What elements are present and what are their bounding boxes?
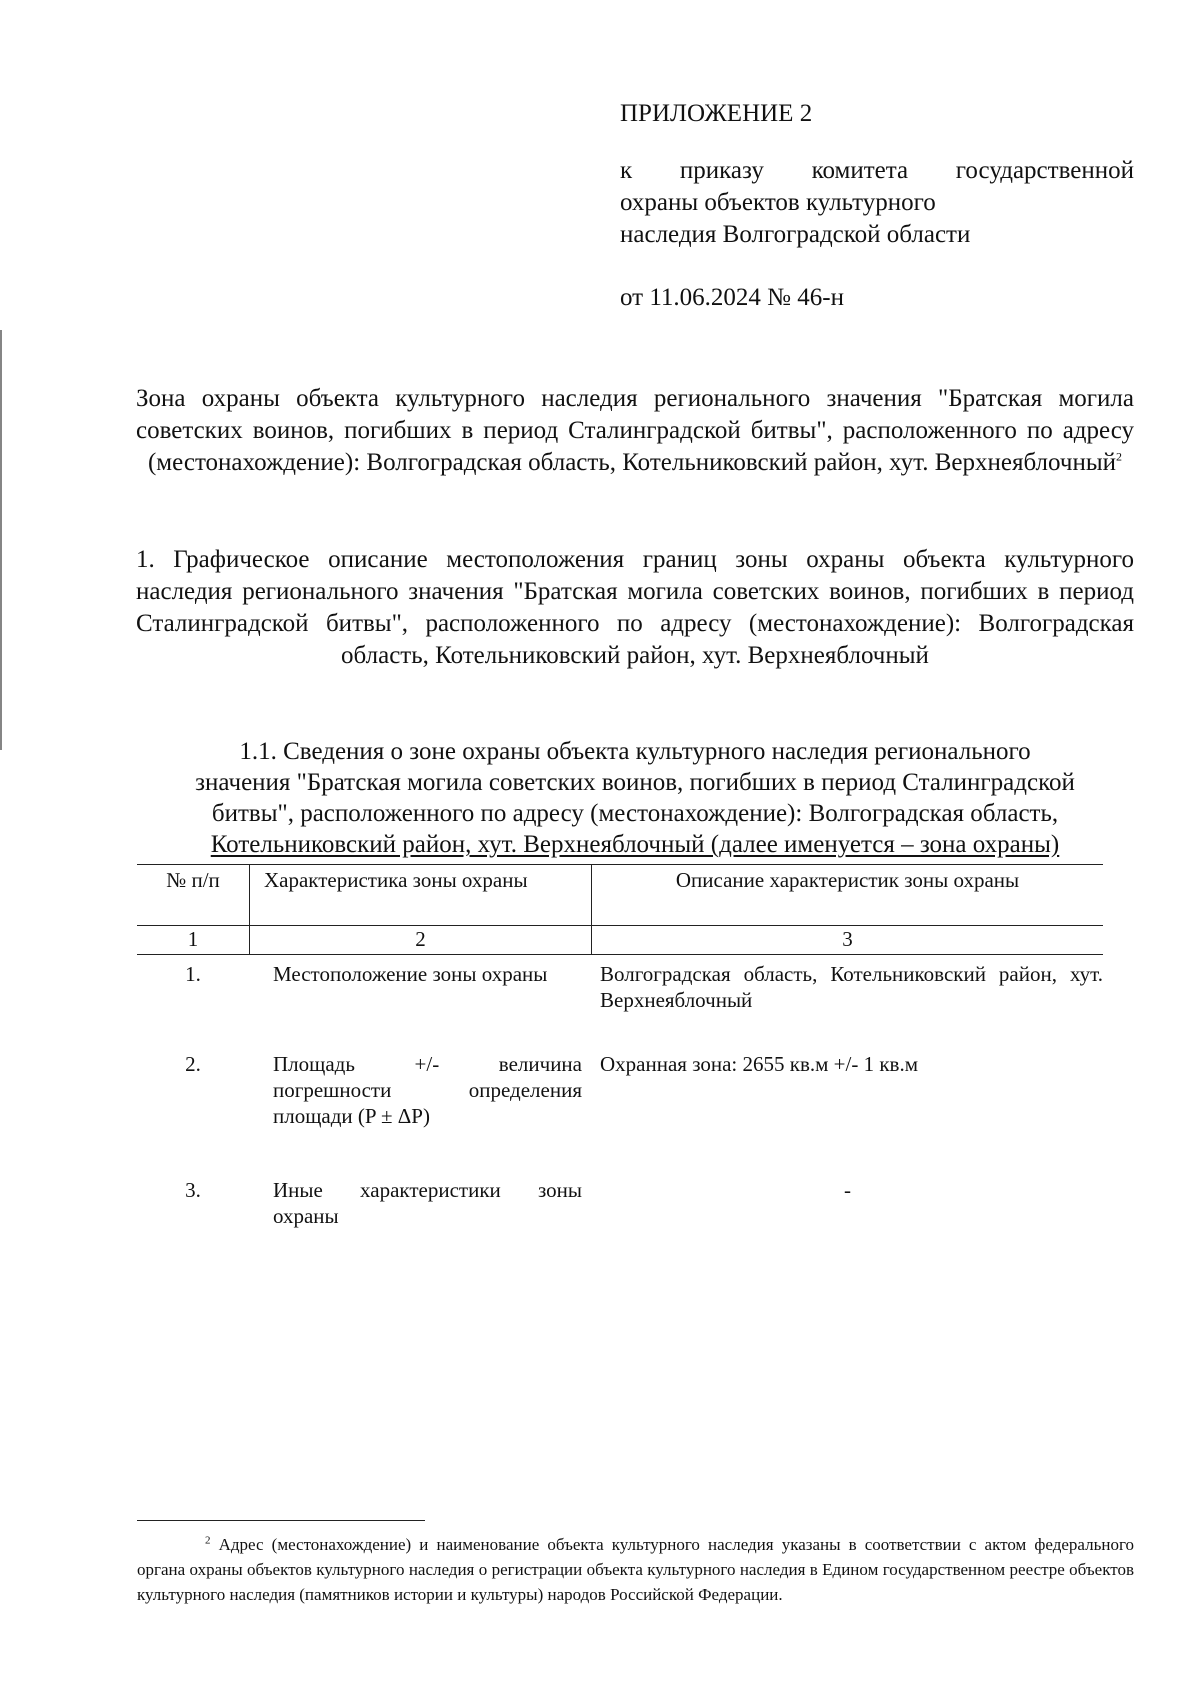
- header-number: № п/п: [166, 868, 220, 892]
- column-number: 2: [249, 926, 592, 954]
- appendix-word: комитета: [811, 157, 909, 184]
- appendix-date: от 11.06.2024 № 46-н: [620, 284, 844, 311]
- header-description: Описание характеристик зоны охраны: [675, 868, 1020, 892]
- row-characteristic: Иные характеристики зоны охраны: [273, 1178, 582, 1228]
- footnote-mark: 2: [205, 1534, 211, 1547]
- column-number: 3: [842, 927, 853, 951]
- scan-edge-mark: [0, 330, 2, 750]
- row-description: Охранная зона: 2655 кв.м +/- 1 кв.м: [600, 1052, 918, 1076]
- footnote-ref: 2: [1116, 449, 1123, 464]
- table-header-row: [137, 864, 1103, 926]
- appendix-line-1: [620, 155, 1134, 187]
- appendix-title: ПРИЛОЖЕНИЕ 2: [620, 100, 813, 127]
- appendix-line-3: наследия Волгоградской области: [620, 221, 971, 248]
- table-row: [137, 961, 1103, 1045]
- footnote-text: Адрес (местонахождение) и наименование объекта культурного наследия указаны в соответствии с актом федерального органа охраны объектов культурного наследия о регистрации объекта культурного наследия в Едином государственном реестре объектов культурного наследия (памятников истории и культуры) народов Российской Федерации.: [137, 1535, 1134, 1604]
- subsection-line: Котельниковский район, хут. Верхнеяблочный (далее именуется – зона охраны): [210, 831, 1060, 858]
- row-description: Волгоградская область, Котельниковский район, хут. Верхнеяблочный: [600, 962, 1103, 1012]
- footnote-divider: [137, 1520, 425, 1521]
- appendix-line-2: охраны объектов культурного: [620, 189, 936, 216]
- footnote: [137, 1532, 1134, 1607]
- section-1-heading: 1. Графическое описание местоположения границ зоны охраны объекта культурного наследия регионального значения "Братская могила советских воинов, погибших в период Сталинградской битвы", расположенного по адресу (местонахождение): Волгоградская область, Котельниковский район, хут. Верхнеяблочный: [136, 546, 1134, 669]
- table-row: [137, 1051, 1103, 1171]
- header-characteristic: Характеристика зоны охраны: [249, 865, 592, 925]
- subsection-line: 1.1. Сведения о зоне охраны объекта культурного наследия регионального: [239, 738, 1031, 765]
- appendix-word: приказу: [679, 157, 764, 184]
- row-number: 1.: [185, 962, 201, 986]
- table-column-numbers-row: [137, 926, 1103, 955]
- table-row: [137, 1177, 1103, 1229]
- row-number: 2.: [185, 1052, 201, 1076]
- appendix-word: государственной: [955, 157, 1134, 184]
- subsection-1-1-heading: [136, 736, 1134, 860]
- subsection-line: битвы", расположенного по адресу (местонахождение): Волгоградская область,: [211, 800, 1059, 827]
- row-characteristic: Местоположение зоны охраны: [273, 962, 548, 986]
- zone-characteristics-table: [137, 864, 1103, 1229]
- row-characteristic: Площадь +/- величина погрешности определения площади (P ± ΔP): [273, 1052, 582, 1128]
- document-heading: [136, 383, 1134, 479]
- row-number: 3.: [185, 1178, 201, 1202]
- heading-text: Зона охраны объекта культурного наследия регионального значения "Братская могила советских воинов, погибших в период Сталинградской битвы", расположенного по адресу (местонахождение): Волгоградская область, Котельниковский район, хут. Верхнеяблочный: [136, 385, 1134, 476]
- column-number: 1: [187, 927, 199, 951]
- row-description: -: [844, 1178, 851, 1202]
- subsection-line: значения "Братская могила советских воинов, погибших в период Сталинградской: [195, 769, 1075, 796]
- appendix-word: к: [620, 157, 633, 184]
- appendix-order-reference: [620, 155, 1134, 251]
